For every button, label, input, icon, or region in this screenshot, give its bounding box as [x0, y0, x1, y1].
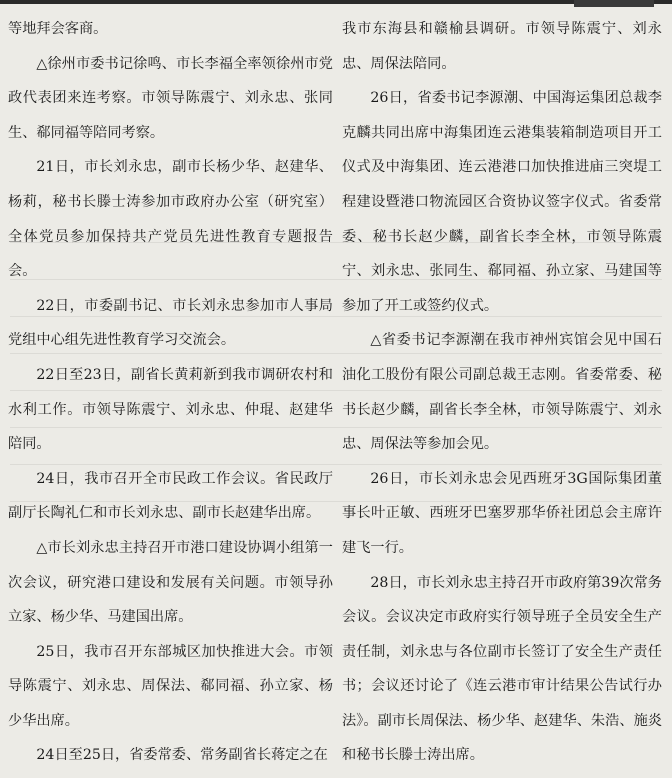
right-column [342, 12, 662, 772]
paragraph: 28日，市长刘永忠主持召开市政府第39次常务会议。会议决定市政府实行领导班子全员安全生产责任制，刘永忠与各位副市长签订了安全生产责任书；会议还讨论了《连云港市审计结果公告试行办法》。副市长周保法、杨少华、赵建华、朱浩、施炎和秘书长滕士涛出席。 [342, 574, 662, 764]
paragraph: 22日至23日，副省长黄莉新到我市调研农村和水利工作。市领导陈震宁、刘永忠、仲琨、赵建华陪同。 [8, 366, 333, 453]
paragraph: 等地拜会客商。 [8, 21, 108, 37]
top-rule [0, 0, 672, 4]
paragraph: 26日，省委书记李源潮、中国海运集团总裁李克麟共同出席中海集团连云港集装箱制造项目开工仪式及中海集团、连云港港口加快推进庙三突堤工程建设暨港口物流园区合资协议签字仪式。省委常委、秘书长赵少麟，副省长李全林，市领导陈震宁、刘永忠、张同生、郗同福、孙立家、马建国等参加了开工或签约仪式。 [342, 90, 662, 314]
paragraph: △徐州市委书记徐鸣、市长李福全率领徐州市党政代表团来连考察。市领导陈震宁、刘永忠、张同生、郗同福等陪同考察。 [8, 55, 333, 141]
paragraph: 26日，市长刘永忠会见西班牙3G国际集团董事长叶正敏、西班牙巴塞罗那华侨社团总会主席许建飞一行。 [342, 470, 662, 556]
paragraph: 我市东海县和赣榆县调研。市领导陈震宁、刘永忠、周保法陪同。 [342, 21, 662, 72]
paragraph: 24日，我市召开全市民政工作会议。省民政厅副厅长陶礼仁和市长刘永忠、副市长赵建华出席。 [8, 470, 333, 522]
document-page [8, 12, 664, 772]
paragraph: 22日，市委副书记、市长刘永忠参加市人事局党组中心组先进性教育学习交流会。 [8, 297, 333, 349]
paragraph: 25日，我市召开东部城区加快推进大会。市领导陈震宁、刘永忠、周保法、郗同福、孙立家、杨少华出席。 [8, 643, 333, 729]
paragraph: 24日至25日，省委常委、常务副省长蒋定之在 [36, 747, 328, 764]
paragraph: 21日，市长刘永忠，副市长杨少华、赵建华、杨莉，秘书长滕士涛参加市政府办公室（研究室）全体党员参加保持共产党员先进性教育专题报告会。 [8, 159, 333, 280]
paragraph: △省委书记李源潮在我市神州宾馆会见中国石油化工股份有限公司副总裁王志刚。省委常委、秘书长赵少麟，副省长李全林，市领导陈震宁、刘永忠、周保法等参加会见。 [342, 332, 662, 453]
header-ornament [574, 0, 654, 7]
paragraph: △市长刘永忠主持召开市港口建设协调小组第一次会议，研究港口建设和发展有关问题。市领导孙立家、杨少华、马建国出席。 [8, 539, 333, 626]
left-column [8, 12, 333, 772]
